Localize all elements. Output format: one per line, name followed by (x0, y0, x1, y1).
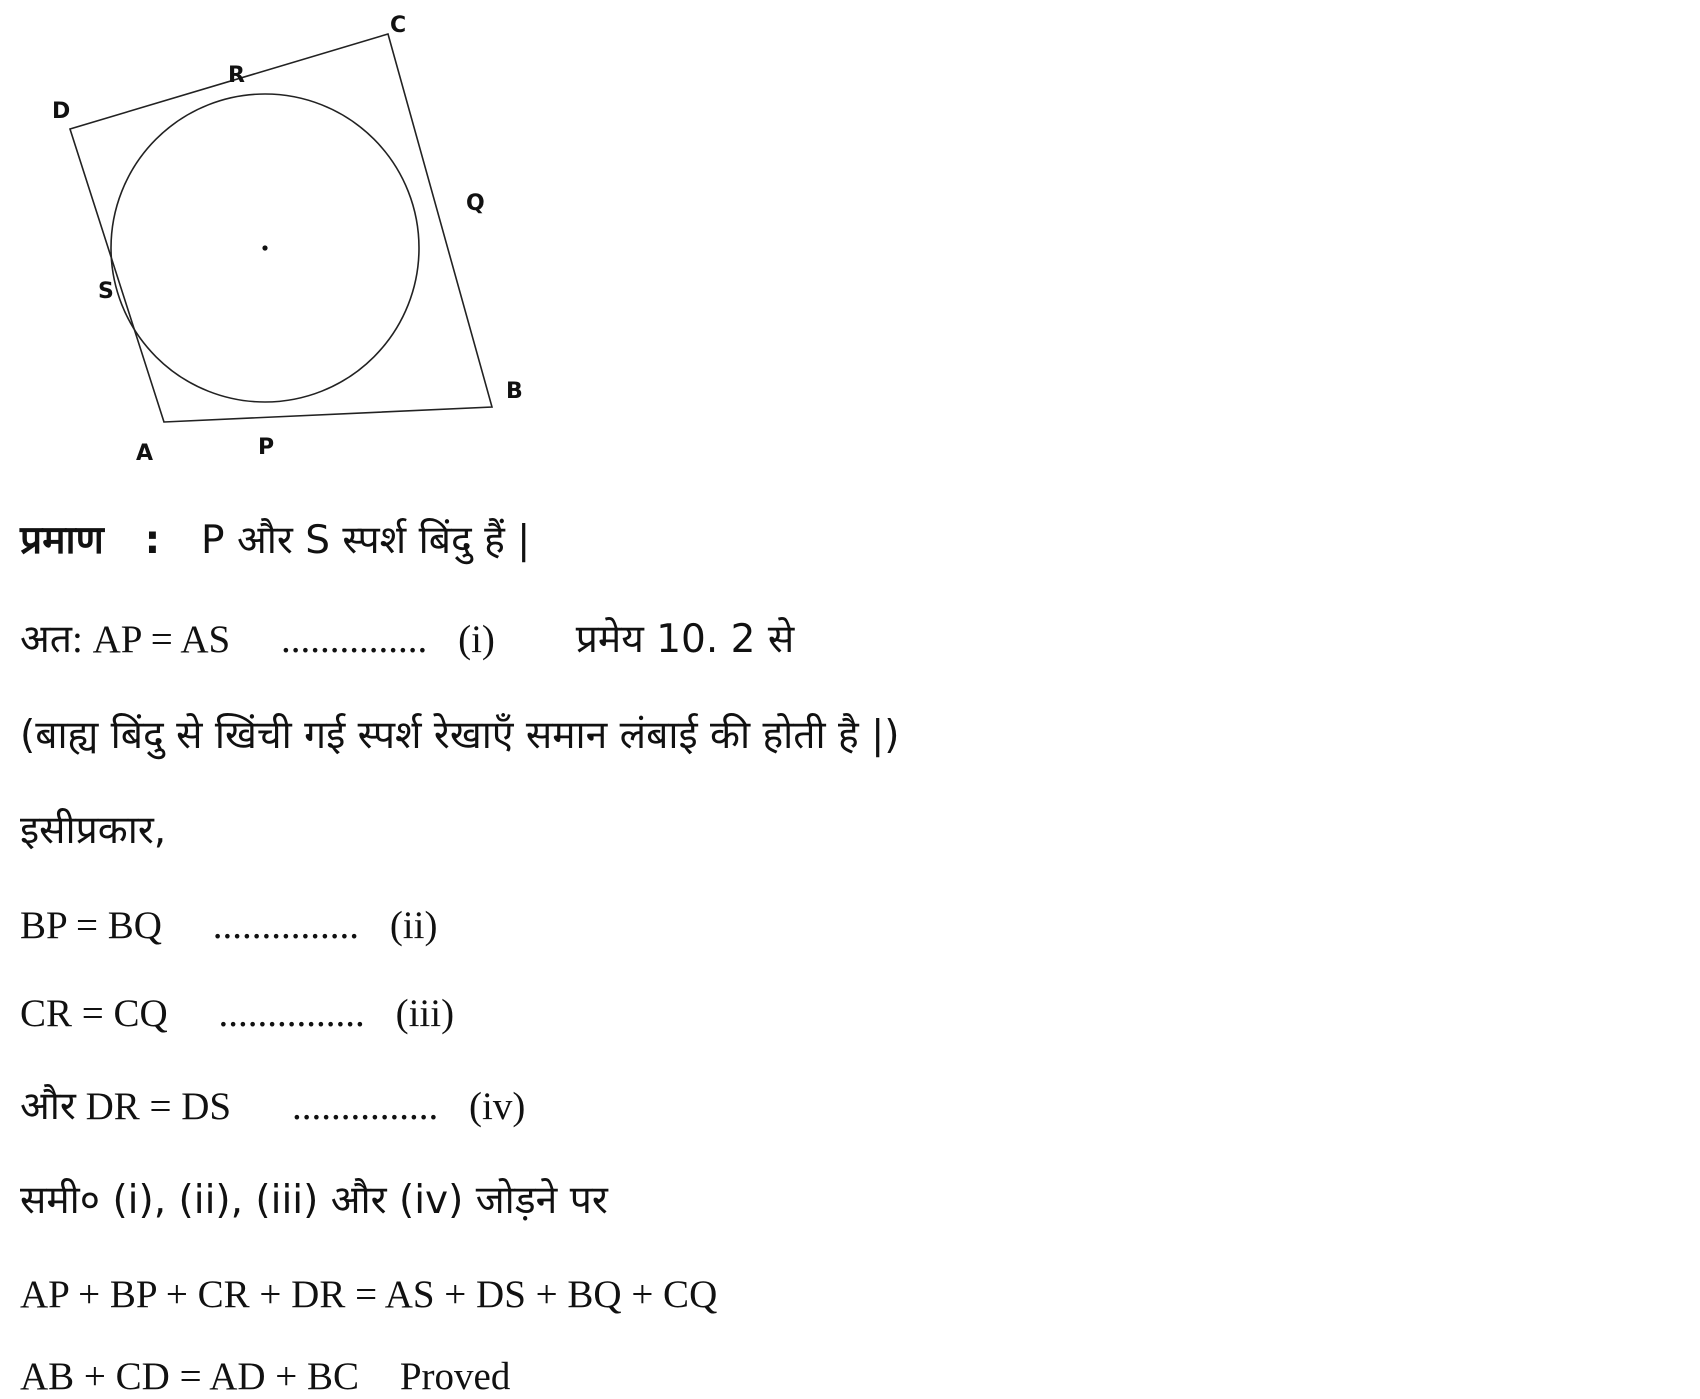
vertex-label-b: B (506, 379, 523, 404)
leader-dots: ............... (218, 992, 365, 1035)
tangent-label-q: Q (466, 191, 485, 216)
circle-center-dot (262, 245, 267, 250)
vertex-label-c: C (390, 13, 407, 38)
tangent-label-s: S (98, 279, 114, 304)
leader-dots: ............... (212, 904, 359, 947)
geometry-figure (40, 10, 580, 470)
circle-in-quadrilateral-diagram (40, 10, 580, 470)
equation-ap-as: अत: AP = AS (20, 618, 231, 661)
proof-colon: : (144, 518, 161, 563)
vertex-label-d: D (52, 99, 71, 124)
vertex-label-a: A (136, 441, 154, 466)
proof-line-2: (बाह्य बिंदु से खिंची गई स्पर्श रेखाएँ समान लंबाई की होती है |) (20, 713, 900, 758)
equation-tag: (iv) (469, 1085, 526, 1128)
equation-tag: (ii) (389, 904, 438, 947)
equation-bp-bq: BP = BQ (20, 904, 162, 947)
quadrilateral-abcd (70, 34, 492, 422)
proof-intro-text: P और S स्पर्श बिंदु हैं | (201, 518, 531, 563)
equation-dr-ds: और DR = DS (20, 1085, 232, 1128)
proof-line-7: समी० (i), (ii), (iii) और (iv) जोड़ने पर (20, 1178, 608, 1223)
proof-label: प्रमाण (20, 518, 104, 563)
proof-line-8: AP + BP + CR + DR = AS + DS + BQ + CQ (20, 1273, 718, 1316)
equation-cr-cq: CR = CQ (20, 992, 168, 1035)
proof-intro-line (20, 518, 530, 565)
proof-line-1 (20, 617, 794, 664)
proof-line-3: इसीप्रकार, (20, 808, 167, 853)
leader-dots: ............... (281, 618, 428, 661)
theorem-reference: प्रमेय 10. 2 से (575, 617, 795, 662)
proof-line-5 (20, 991, 454, 1038)
tangent-label-r: R (228, 63, 245, 88)
proof-line-6 (20, 1084, 525, 1131)
leader-dots: ............... (291, 1085, 439, 1128)
proof-line-9 (20, 1357, 510, 1396)
final-equation: AB + CD = AD + BC (20, 1355, 360, 1398)
proved-label: Proved (399, 1355, 511, 1398)
tangent-label-p: P (258, 435, 275, 460)
proof-line-4 (20, 903, 437, 950)
equation-tag: (iii) (395, 992, 455, 1035)
equation-tag: (i) (458, 618, 495, 661)
